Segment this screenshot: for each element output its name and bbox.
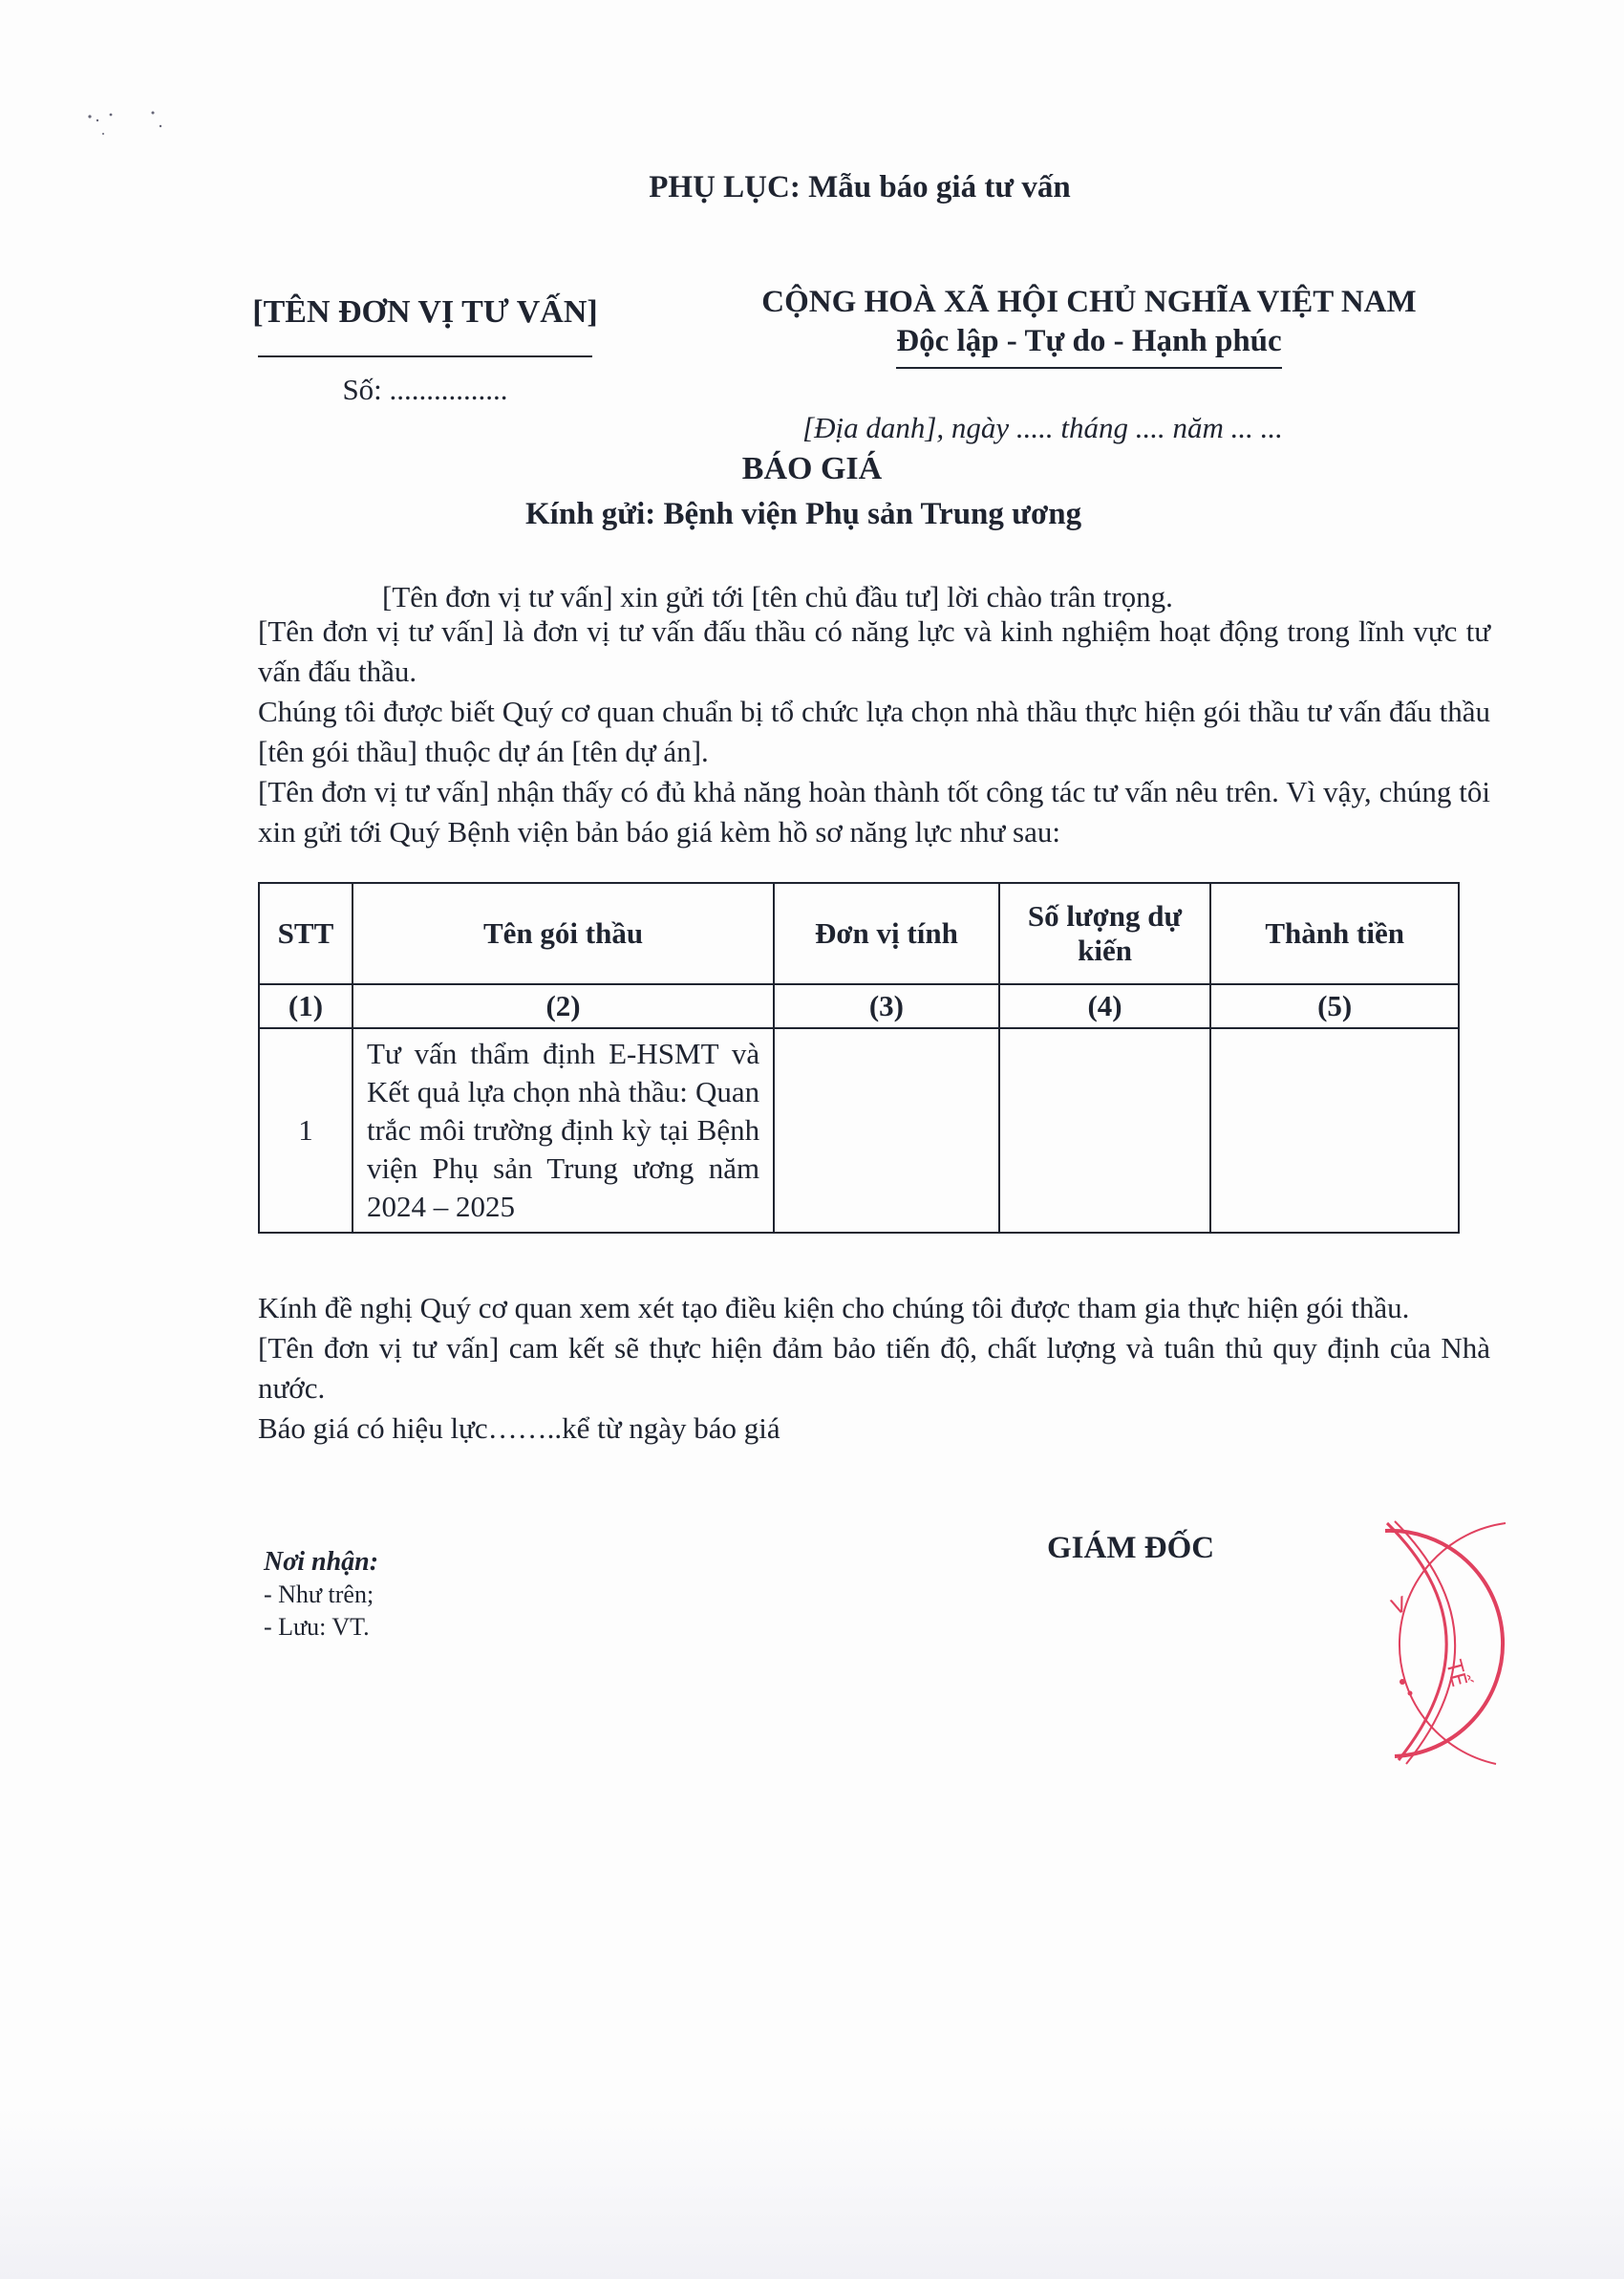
document-number: Số: ................ (342, 373, 508, 406)
svg-text:V: V (1388, 1592, 1411, 1621)
intro-paragraph-3: Chúng tôi được biết Quý cơ quan chuẩn bị tổ chức lựa chọn nhà thầu thực hiện gói thầu tư vấn đấu thầu [tên gói thầu] thuộc dự án [tên dự án]. (258, 695, 1490, 768)
intro-paragraph-4: [Tên đơn vị tư vấn] nhận thấy có đủ khả năng hoàn thành tốt công tác tư vấn nêu trên. Vì vậy, chúng tôi xin gửi tới Quý Bệnh viện bản báo giá kèm hồ sơ năng lực như sau: (258, 775, 1490, 849)
org-underline (258, 355, 592, 357)
signatory-title: GIÁM ĐỐC (1047, 1531, 1215, 1565)
index-cell: (1) (259, 984, 353, 1028)
intro-paragraph-1: [Tên đơn vị tư vấn] xin gửi tới [tên chủ đầu tư] lời chào trân trọng. (382, 580, 1173, 613)
row-unit (774, 1028, 999, 1233)
national-motto: Độc lập - Tự do - Hạnh phúc (896, 324, 1281, 369)
national-title: CỘNG HOÀ XÃ HỘI CHỦ NGHĨA VIỆT NAM (761, 285, 1417, 319)
appendix-title: PHỤ LỤC: Mẫu báo giá tư vấn (649, 170, 1071, 204)
place-date-line: [Địa danh], ngày ..... tháng .... năm ... ... (802, 411, 1283, 444)
table-index-row (259, 984, 1459, 1028)
index-cell: (3) (774, 984, 999, 1028)
index-cell: (5) (1210, 984, 1459, 1028)
red-seal-stamp-icon (1376, 1519, 1509, 1768)
header-unit: Đơn vị tính (774, 883, 999, 984)
row-amount (1210, 1028, 1459, 1233)
svg-text:TẾ: TẾ (1441, 1658, 1471, 1689)
scan-specks (86, 107, 172, 145)
left-header (234, 294, 616, 407)
closing-paragraphs (258, 1288, 1490, 1449)
right-header (707, 285, 1471, 369)
org-name: [TÊN ĐƠN VỊ TƯ VẤN] (252, 294, 598, 330)
header-stt: STT (259, 883, 353, 984)
quotation-table (258, 882, 1460, 1234)
recipients-block (264, 1546, 378, 1644)
table-header-row (259, 883, 1459, 984)
header-quantity: Số lượng dự kiến (999, 883, 1211, 984)
closing-paragraph-2: [Tên đơn vị tư vấn] cam kết sẽ thực hiện đảm bảo tiến độ, chất lượng và tuân thủ quy định của Nhà nước. (258, 1331, 1490, 1405)
recipient-item: - Lưu: VT. (264, 1613, 370, 1641)
header-amount: Thành tiền (1210, 883, 1459, 984)
row-package-name: Tư vấn thẩm định E-HSMT và Kết quả lựa chọn nhà thầu: Quan trắc môi trường định kỳ tại Bệnh viện Phụ sản Trung ương năm 2024 – 2025 (353, 1028, 774, 1233)
row-stt: 1 (259, 1028, 353, 1233)
intro-paragraphs (258, 612, 1490, 852)
recipients-heading: Nơi nhận: (264, 1547, 379, 1577)
validity-line: Báo giá có hiệu lực……..kể từ ngày báo giá (258, 1411, 780, 1445)
index-cell: (2) (353, 984, 774, 1028)
table-row (259, 1028, 1459, 1233)
page-shadow (0, 2107, 1624, 2279)
closing-paragraph-1: Kính đề nghị Quý cơ quan xem xét tạo điều kiện cho chúng tôi được tham gia thực hiện gói thầu. (258, 1291, 1410, 1324)
header-package-name: Tên gói thầu (353, 883, 774, 984)
document-title: BÁO GIÁ (741, 451, 883, 486)
index-cell: (4) (999, 984, 1211, 1028)
intro-paragraph-2: [Tên đơn vị tư vấn] là đơn vị tư vấn đấu thầu có năng lực và kinh nghiệm hoạt động trong lĩnh vực tư vấn đấu thầu. (258, 614, 1490, 688)
recipient-item: - Như trên; (264, 1580, 374, 1608)
addressee: Kính gửi: Bệnh viện Phụ sản Trung ương (525, 497, 1082, 531)
row-quantity (999, 1028, 1211, 1233)
